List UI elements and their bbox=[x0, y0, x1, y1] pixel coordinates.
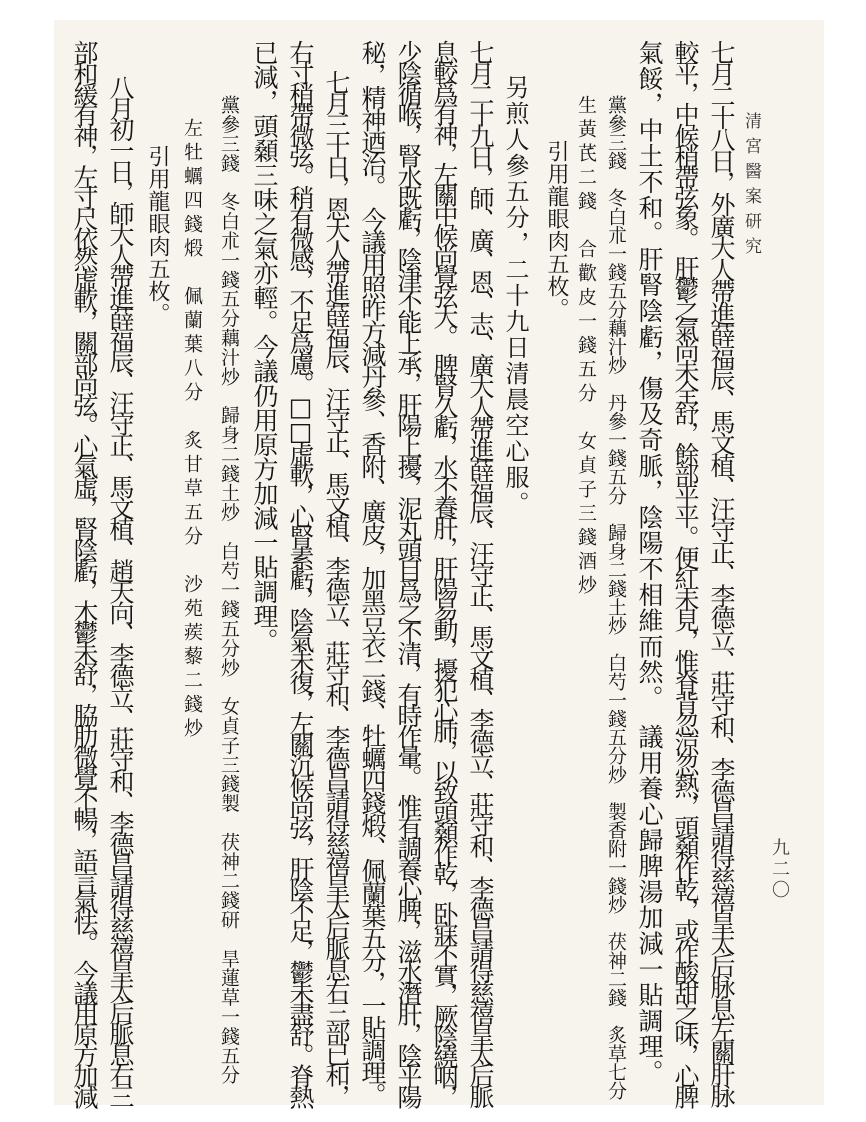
prescription-column: 左牡蠣四錢煅 佩蘭葉八分 炙甘草五分 沙苑蒺藜二錢炒 bbox=[181, 118, 203, 742]
text-column: 已減，頭顙三味之氣亦輕。今議仍用原方加減一貼調理。 bbox=[250, 40, 279, 653]
text-column: 息較爲有神，左關中候尚覺弦大。 脾腎久虧，水不養肝，肝陽易動，擾犯心肺，以致頭顙作乾，卧寐不實，厥陰繞咽， bbox=[430, 40, 459, 1105]
text-column: 引用龍眼肉五枚。 bbox=[145, 145, 170, 325]
page-number: 九二〇 bbox=[769, 838, 790, 901]
text-column: 右寸稍帶微弦。稍有微感，不足爲慮。□□虛軟，心腎素虧，陰氣未復，左關沉候尚弦，肝陰不足，鬱未盡舒。脊熱 bbox=[286, 40, 315, 1105]
running-header: 清宮醫案研究 bbox=[741, 112, 761, 262]
text-column: 引用龍眼肉五枚。 bbox=[544, 140, 569, 320]
text-column: 七月三十日，恩大人帶進薛福辰、汪守正、馬文植、李德立、莊守和、李德昌請得慈禧皇太后脈息右三部已和， bbox=[322, 70, 351, 1105]
text-column: 較平，中候稍帶弦象。 肝鬱之氣尚未全舒，餘部平平。便紅未見，惟脊背忽涼忽熱，頭顙作乾，或作酸甜之味，心脾 bbox=[671, 40, 700, 1105]
prescription-column: 生黃芪二錢 合歡皮一錢五分 女貞子三錢酒炒 bbox=[575, 95, 597, 599]
prescription-column: 黨參三錢 冬白朮一錢五分藕汁炒 歸身二錢土炒 白芍一錢五分炒 女貞子三錢製 茯神二錢研 旱蓮草一錢五分 bbox=[218, 95, 240, 1085]
text-column: 部和緩有神，左寸尺依然虛軟，關部尚弦。心氣虛，腎陰虧，木鬱未舒，脇肋微覺不暢，語言氣怯。 今議用原方加減 bbox=[70, 40, 99, 1105]
prescription-column: 黨參三錢 冬白朮一錢五分藕汁炒 丹參一錢五分 歸身二錢土炒 白芍一錢五分炒 製香附一錢炒 茯神二錢 炙草七分 bbox=[605, 95, 627, 1100]
text-column: 七月二十九日，師、廣、恩、志、廣大人帶進薛福辰、汪守正、馬文植、李德立、莊守和、李德昌請得慈禧皇太后脈 bbox=[466, 40, 495, 1105]
text-column: 另煎人參五分，二十九日清晨空心服。 bbox=[501, 75, 529, 517]
text-column: 氣餒，中土不和。肝腎陰虧，傷及奇脈，陰陽不相維而然。 議用養心歸脾湯加減一貼調理。 bbox=[635, 40, 664, 1086]
text-column: 七月二十八日，外廣大人帶進薛福辰、馬文植、汪守正、李德立、莊守和、李德昌請得慈禧皇太后脉息左關肝脉 bbox=[707, 40, 736, 1105]
text-column: 少陰循喉，腎水既虧，陰津不能上承，肝陽上擾，泥丸頭目爲之不清，有時作暈。 惟有調養心脾，滋水潛肝，陰平陽 bbox=[394, 40, 423, 1105]
text-column: 八月初一日，師大人帶進薛福辰、汪守正、馬文植、趙天向、李德立、莊守和、李德昌請得慈禧皇太后脈息右三 bbox=[106, 75, 135, 1105]
text-column: 秘，精神迺治。 今議用照昨方減丹參、香附、廣皮，加黑豆衣二錢、牡蠣四錢煅、佩蘭葉五分，一貼調理。 bbox=[358, 40, 387, 1105]
